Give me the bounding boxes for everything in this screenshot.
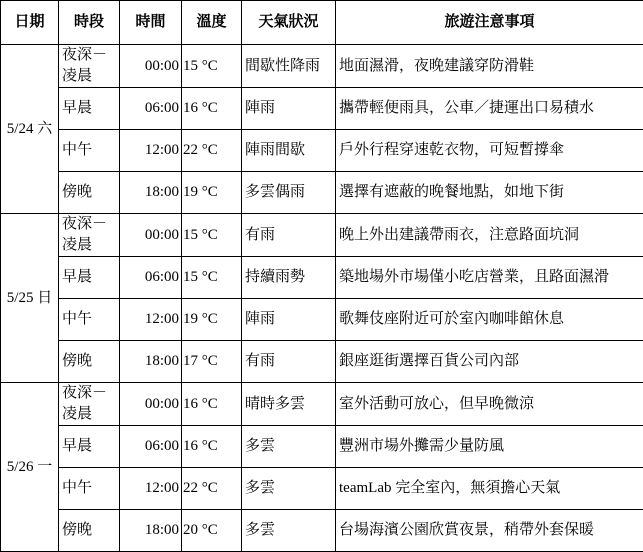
weather-cell: 有雨 [242,341,336,383]
table-row [1,214,643,257]
temperature-cell: 22 °C [182,468,242,510]
temperature-cell: 16 °C [182,383,242,426]
table-row [1,426,643,468]
temperature-cell: 22 °C [182,130,242,172]
travel-note-cell: 攜帶輕便雨具，公車／捷運出口易積水 [336,88,643,130]
period-label: 傍晚 [62,182,116,203]
period-cell [59,172,120,214]
time-cell: 12:00 [120,299,182,341]
table-row [1,172,643,214]
header-temperature: 溫度 [182,1,242,45]
table-row [1,88,643,130]
travel-note-cell: 築地場外市場僅小吃店營業，且路面濕滑 [336,257,643,299]
temperature-cell: 16 °C [182,426,242,468]
period-label: 早晨 [62,267,116,288]
temperature-cell: 20 °C [182,510,242,552]
period-label: 夜深－凌晨 [62,45,116,87]
period-cell [59,341,120,383]
time-cell: 06:00 [120,426,182,468]
weather-cell: 多雲 [242,510,336,552]
temperature-cell: 16 °C [182,88,242,130]
period-cell [59,510,120,552]
temperature-cell: 15 °C [182,214,242,257]
temperature-cell: 19 °C [182,299,242,341]
travel-note-cell: 室外活動可放心，但早晚微涼 [336,383,643,426]
period-label: 傍晚 [62,520,116,541]
temperature-cell: 15 °C [182,45,242,88]
date-cell: 5/26 一 [1,383,59,552]
travel-note-cell: 台場海濱公園欣賞夜景，稍帶外套保暖 [336,510,643,552]
travel-note-cell: teamLab 完全室內，無須擔心天氣 [336,468,643,510]
table-row [1,130,643,172]
table-row [1,383,643,426]
header-period: 時段 [59,1,120,45]
header-weather: 天氣狀況 [242,1,336,45]
header-time: 時間 [120,1,182,45]
travel-note-cell: 戶外行程穿速乾衣物，可短暫撐傘 [336,130,643,172]
time-cell: 18:00 [120,510,182,552]
temperature-cell: 15 °C [182,257,242,299]
period-cell [59,468,120,510]
travel-note-cell: 晚上外出建議帶雨衣，注意路面坑洞 [336,214,643,257]
header-row [1,1,643,45]
period-label: 傍晚 [62,351,116,372]
date-cell: 5/24 六 [1,45,59,214]
period-cell [59,257,120,299]
period-cell [59,45,120,88]
period-cell [59,299,120,341]
time-cell: 12:00 [120,468,182,510]
weather-cell: 多雲 [242,468,336,510]
travel-note-cell: 歌舞伎座附近可於室內咖啡館休息 [336,299,643,341]
time-cell: 18:00 [120,172,182,214]
weather-cell: 陣雨 [242,88,336,130]
period-label: 夜深－凌晨 [62,383,116,425]
period-label: 早晨 [62,436,116,457]
period-cell [59,214,120,257]
table-row [1,468,643,510]
weather-cell: 有雨 [242,214,336,257]
period-label: 中午 [62,140,116,161]
weather-cell: 多雲偶雨 [242,172,336,214]
time-cell: 00:00 [120,45,182,88]
travel-note-cell: 豐洲市場外攤需少量防風 [336,426,643,468]
weather-cell: 多雲 [242,426,336,468]
table-row [1,510,643,552]
date-cell: 5/25 日 [1,214,59,383]
travel-note-cell: 銀座逛街選擇百貨公司內部 [336,341,643,383]
weather-cell: 晴時多雲 [242,383,336,426]
temperature-cell: 19 °C [182,172,242,214]
weather-cell: 持續雨勢 [242,257,336,299]
weather-cell: 陣雨間歇 [242,130,336,172]
table-body [1,45,643,552]
time-cell: 06:00 [120,88,182,130]
header-travel-notes: 旅遊注意事項 [336,1,643,45]
temperature-cell: 17 °C [182,341,242,383]
period-label: 中午 [62,478,116,499]
table-row [1,299,643,341]
table-row [1,45,643,88]
table-row [1,257,643,299]
period-cell [59,130,120,172]
time-cell: 18:00 [120,341,182,383]
period-label: 中午 [62,309,116,330]
period-label: 早晨 [62,98,116,119]
time-cell: 12:00 [120,130,182,172]
time-cell: 00:00 [120,383,182,426]
header-date: 日期 [1,1,59,45]
weather-cell: 間歇性降雨 [242,45,336,88]
period-label: 夜深－凌晨 [62,214,116,256]
time-cell: 00:00 [120,214,182,257]
time-cell: 06:00 [120,257,182,299]
table-row [1,341,643,383]
weather-cell: 陣雨 [242,299,336,341]
travel-note-cell: 地面濕滑，夜晚建議穿防滑鞋 [336,45,643,88]
period-cell [59,426,120,468]
period-cell [59,383,120,426]
period-cell [59,88,120,130]
travel-note-cell: 選擇有遮蔽的晚餐地點，如地下街 [336,172,643,214]
